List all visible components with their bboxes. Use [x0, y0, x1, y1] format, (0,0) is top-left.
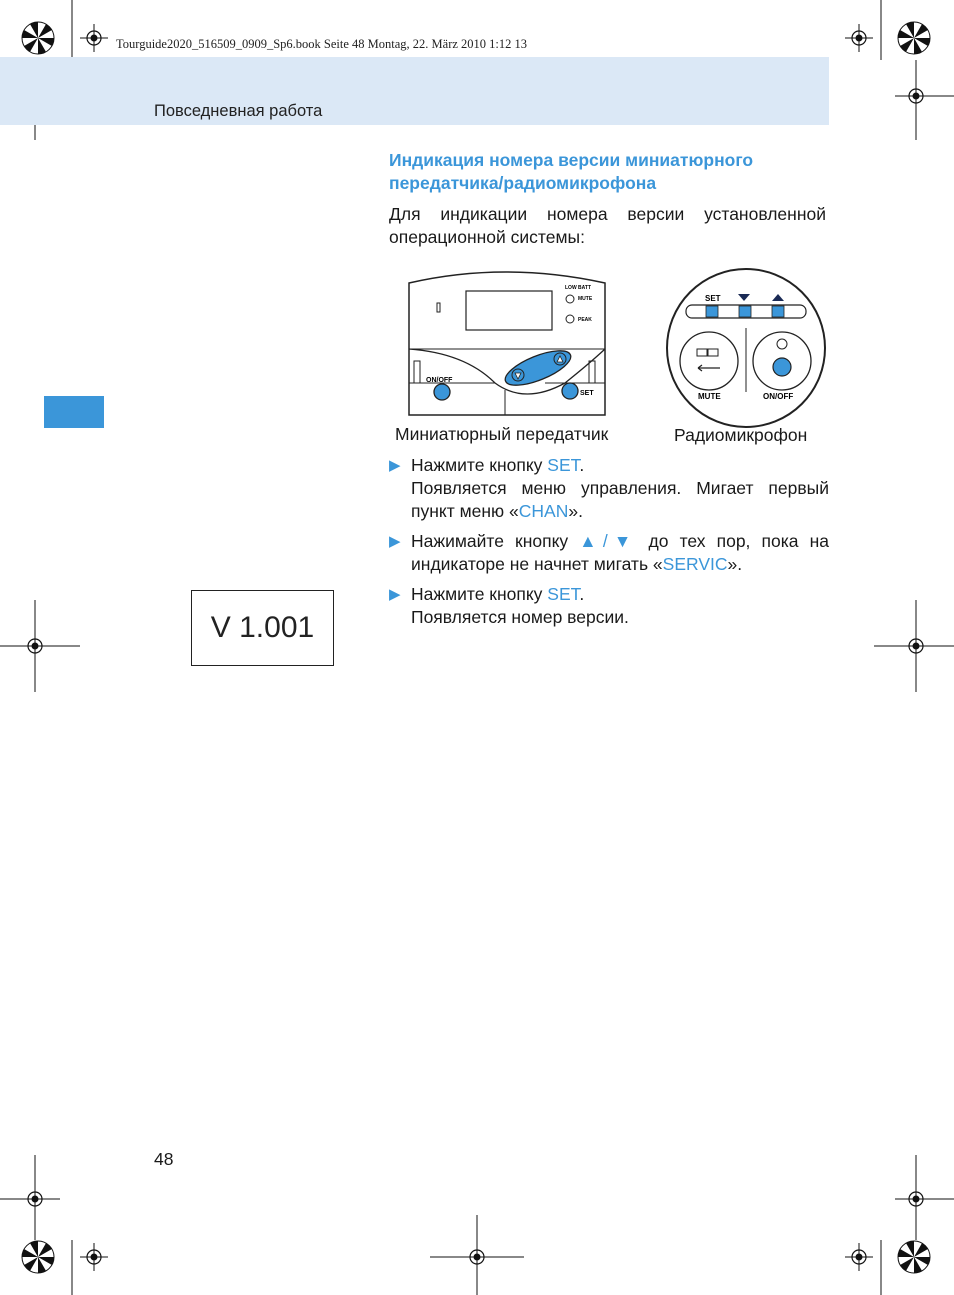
- transmitter-caption: Миниатюрный передатчик: [395, 424, 609, 444]
- set-key: SET: [547, 455, 580, 475]
- set-label: SET: [580, 390, 594, 397]
- step-3: ▶ Нажмите кнопку SET. Появляется номер версии.: [389, 584, 629, 627]
- microphone-illustration: [664, 266, 828, 430]
- low-batt-label: LOW BATT: [565, 285, 592, 291]
- set-button: [562, 383, 578, 399]
- on-off-button: [773, 358, 791, 376]
- mute-led-label: MUTE: [578, 296, 593, 302]
- step-1: ▶ Нажмите кнопку SET. Появляется меню управления. Мигает первый пункт меню «CHAN».: [389, 455, 829, 521]
- step-arrow-icon: ▶: [389, 586, 401, 603]
- on-off-label: ON/OFF: [426, 377, 453, 384]
- version-display: V 1.001: [191, 590, 334, 666]
- lcd-display: [466, 291, 552, 330]
- up-button: [772, 306, 784, 317]
- on-off-label: ON/OFF: [763, 392, 794, 401]
- set-key: SET: [547, 584, 580, 604]
- instruction-steps: [389, 454, 829, 636]
- mute-button: [680, 332, 738, 390]
- step-arrow-icon: ▶: [389, 533, 401, 550]
- chapter-tab: [44, 396, 104, 428]
- header-band: [0, 57, 829, 125]
- peak-led: [566, 315, 574, 323]
- step-arrow-icon: ▶: [389, 457, 401, 474]
- mute-led: [566, 295, 574, 303]
- set-label: SET: [705, 294, 721, 303]
- intro-text: Для индикации номера версии установленной операционной системы:: [389, 204, 826, 247]
- section-label: Повседневная работа: [154, 102, 323, 120]
- peak-led-label: PEAK: [578, 317, 592, 323]
- servic-key: SERVIC: [662, 554, 728, 574]
- set-button: [706, 306, 718, 317]
- on-off-button: [434, 384, 450, 400]
- print-info: Tourguide2020_516509_0909_Sp6.book Seite 48 Montag, 22. März 2010 1:12 13: [116, 37, 528, 51]
- mute-label: MUTE: [698, 392, 721, 401]
- microphone-caption: Радиомикрофон: [674, 425, 808, 445]
- step-2: ▶ Нажимайте кнопку ▲/▼ до тех пор, пока на индикаторе не начнет мигать «SERVIC».: [389, 531, 829, 574]
- up-down-key: ▲/▼: [579, 531, 638, 551]
- chan-key: CHAN: [518, 501, 569, 521]
- transmitter-illustration: [405, 265, 611, 423]
- page-number: 48: [154, 1149, 174, 1169]
- section-heading: Индикация номера версии миниатюрного передатчика/радиомикрофона: [389, 150, 754, 193]
- down-button: [739, 306, 751, 317]
